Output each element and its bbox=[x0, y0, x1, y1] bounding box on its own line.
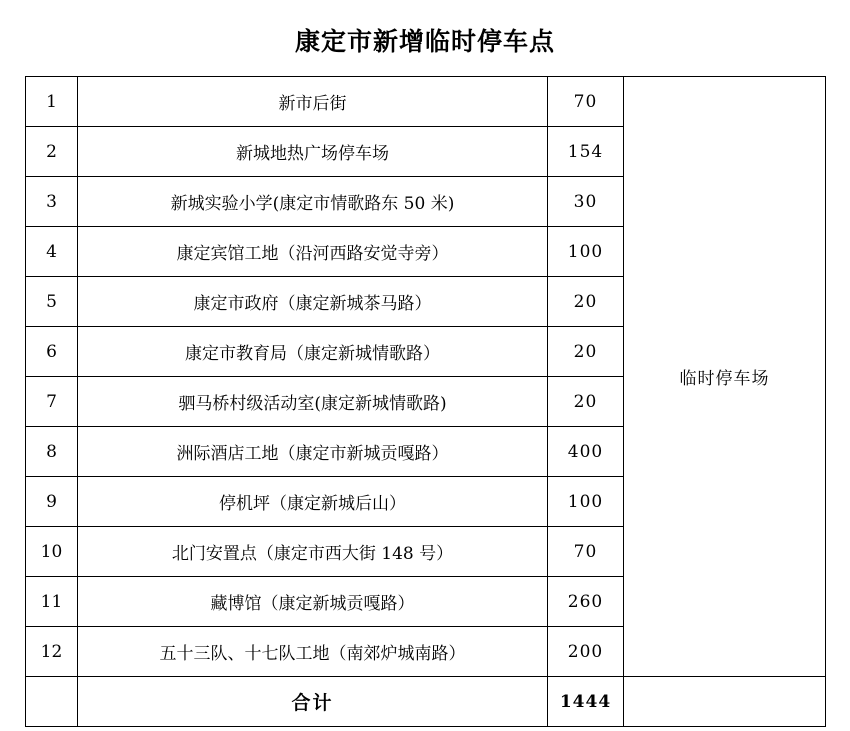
row-capacity: 400 bbox=[548, 427, 624, 477]
row-capacity: 30 bbox=[548, 177, 624, 227]
row-index: 1 bbox=[26, 77, 78, 127]
row-location-name: 五十三队、十七队工地（南郊炉城南路） bbox=[78, 627, 548, 677]
row-capacity: 100 bbox=[548, 477, 624, 527]
row-capacity: 20 bbox=[548, 277, 624, 327]
row-index: 11 bbox=[26, 577, 78, 627]
row-location-name: 洲际酒店工地（康定市新城贡嘎路） bbox=[78, 427, 548, 477]
row-capacity: 200 bbox=[548, 627, 624, 677]
parking-lots-table bbox=[25, 76, 826, 727]
row-location-name: 康定市教育局（康定新城情歌路） bbox=[78, 327, 548, 377]
row-location-name: 驷马桥村级活动室(康定新城情歌路) bbox=[78, 377, 548, 427]
table-container bbox=[25, 76, 825, 727]
row-location-name: 新城地热广场停车场 bbox=[78, 127, 548, 177]
total-row-spacer bbox=[26, 677, 78, 727]
row-capacity: 70 bbox=[548, 77, 624, 127]
row-index: 9 bbox=[26, 477, 78, 527]
total-value: 1444 bbox=[548, 677, 624, 727]
row-index: 5 bbox=[26, 277, 78, 327]
parking-type-label: 临时停车场 bbox=[624, 77, 826, 677]
row-capacity: 100 bbox=[548, 227, 624, 277]
row-location-name: 新市后街 bbox=[78, 77, 548, 127]
row-index: 4 bbox=[26, 227, 78, 277]
total-label: 合计 bbox=[78, 677, 548, 727]
row-index: 3 bbox=[26, 177, 78, 227]
page-title: 康定市新增临时停车点 bbox=[294, 27, 555, 56]
row-index: 10 bbox=[26, 527, 78, 577]
row-capacity: 20 bbox=[548, 327, 624, 377]
row-capacity: 20 bbox=[548, 377, 624, 427]
row-index: 8 bbox=[26, 427, 78, 477]
row-index: 6 bbox=[26, 327, 78, 377]
total-row-type-spacer bbox=[624, 677, 826, 727]
document-page bbox=[0, 22, 850, 731]
row-location-name: 康定市政府（康定新城茶马路） bbox=[78, 277, 548, 327]
row-index: 12 bbox=[26, 627, 78, 677]
table-total-row bbox=[26, 677, 826, 727]
table-body bbox=[26, 77, 826, 727]
row-capacity: 260 bbox=[548, 577, 624, 627]
row-capacity: 70 bbox=[548, 527, 624, 577]
row-location-name: 新城实验小学(康定市情歌路东 50 米) bbox=[78, 177, 548, 227]
table-row bbox=[26, 77, 826, 127]
row-location-name: 停机坪（康定新城后山） bbox=[78, 477, 548, 527]
row-location-name: 北门安置点（康定市西大街 148 号） bbox=[78, 527, 548, 577]
row-index: 7 bbox=[26, 377, 78, 427]
row-capacity: 154 bbox=[548, 127, 624, 177]
row-index: 2 bbox=[26, 127, 78, 177]
row-location-name: 藏博馆（康定新城贡嘎路） bbox=[78, 577, 548, 627]
row-location-name: 康定宾馆工地（沿河西路安觉寺旁） bbox=[78, 227, 548, 277]
